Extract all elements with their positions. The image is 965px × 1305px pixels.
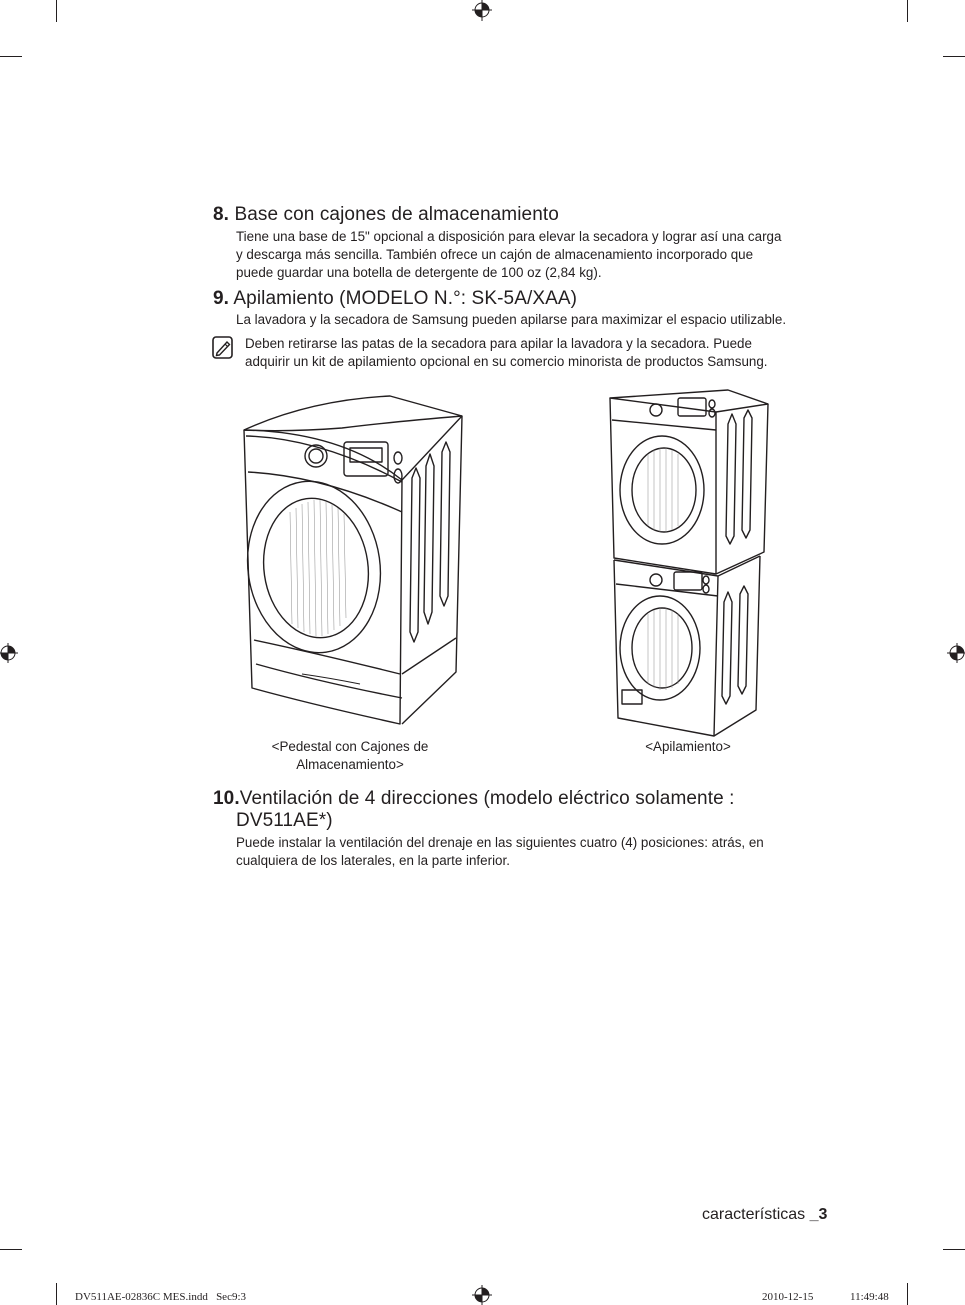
note-line: adquirir un kit de apilamiento opcional en su comercio minorista de productos Samsung. [245,354,768,369]
crop-mark [56,1283,57,1305]
section-8-number: 8. [213,204,230,225]
slug-file: DV511AE-02836C MES.indd Sec9:3 [75,1291,247,1303]
section-9-title: Apilamiento (MODELO N.°: SK-5A/XAA) [233,288,578,309]
slug-time: 11:49:48 [850,1291,889,1303]
pedestal-dryer-illustration [230,392,470,728]
registration-mark-icon [0,641,24,665]
registration-mark-icon [470,1281,494,1305]
crop-mark [943,56,965,57]
body-line: Puede instalar la ventilación del drenaje en las siguientes cuatro (4) posiciones: atrás, en [236,835,764,850]
crop-mark [0,56,22,57]
registration-mark-icon [941,641,965,665]
pedestal-caption [240,738,460,774]
crop-mark [943,1249,965,1250]
section-9-note [245,335,768,371]
body-line: cualquiera de los laterales, en la parte inferior. [236,853,510,868]
body-line: Tiene una base de 15" opcional a disposición para elevar la secadora y lograr así una carga [236,229,782,244]
stacked-units-illustration [606,386,772,738]
section-8-title: Base con cajones de almacenamiento [234,204,559,225]
crop-mark [907,1283,908,1305]
registration-mark-icon [470,0,494,24]
section-10-number: 10. [213,788,240,809]
section-10-heading [213,788,735,832]
page-number: _3 [809,1206,828,1223]
section-9-heading [213,288,577,310]
section-10-title-line1: Ventilación de 4 direcciones (modelo eléctrico solamente : [239,788,735,809]
section-9-body [236,311,786,329]
body-line: puede guardar una botella de detergente de 100 oz (2,84 kg). [236,265,602,280]
body-line: La lavadora y la secadora de Samsung pueden apilarse para maximizar el espacio utilizable. [236,312,787,327]
body-line: y descarga más sencilla. También ofrece un cajón de almacenamiento incorporado que [236,247,754,262]
caption-line: Almacenamiento> [296,757,404,772]
stacking-caption [618,738,758,756]
section-10-title-line2: DV511AE*) [236,810,333,831]
crop-mark [907,0,908,22]
note-pencil-icon [212,336,234,360]
page-footer [702,1206,827,1224]
section-9-number: 9. [213,288,230,309]
crop-mark [56,0,57,22]
caption-line: <Apilamiento> [645,739,731,754]
note-line: Deben retirarse las patas de la secadora para apilar la lavadora y la secadora. Puede [245,336,752,351]
section-10-body [236,834,764,870]
section-8-body [236,228,781,282]
footer-section-word: características [702,1206,806,1223]
crop-mark [0,1249,22,1250]
caption-line: <Pedestal con Cajones de [271,739,429,754]
slug-date: 2010-12-15 [762,1291,814,1303]
section-8-heading [213,204,559,226]
